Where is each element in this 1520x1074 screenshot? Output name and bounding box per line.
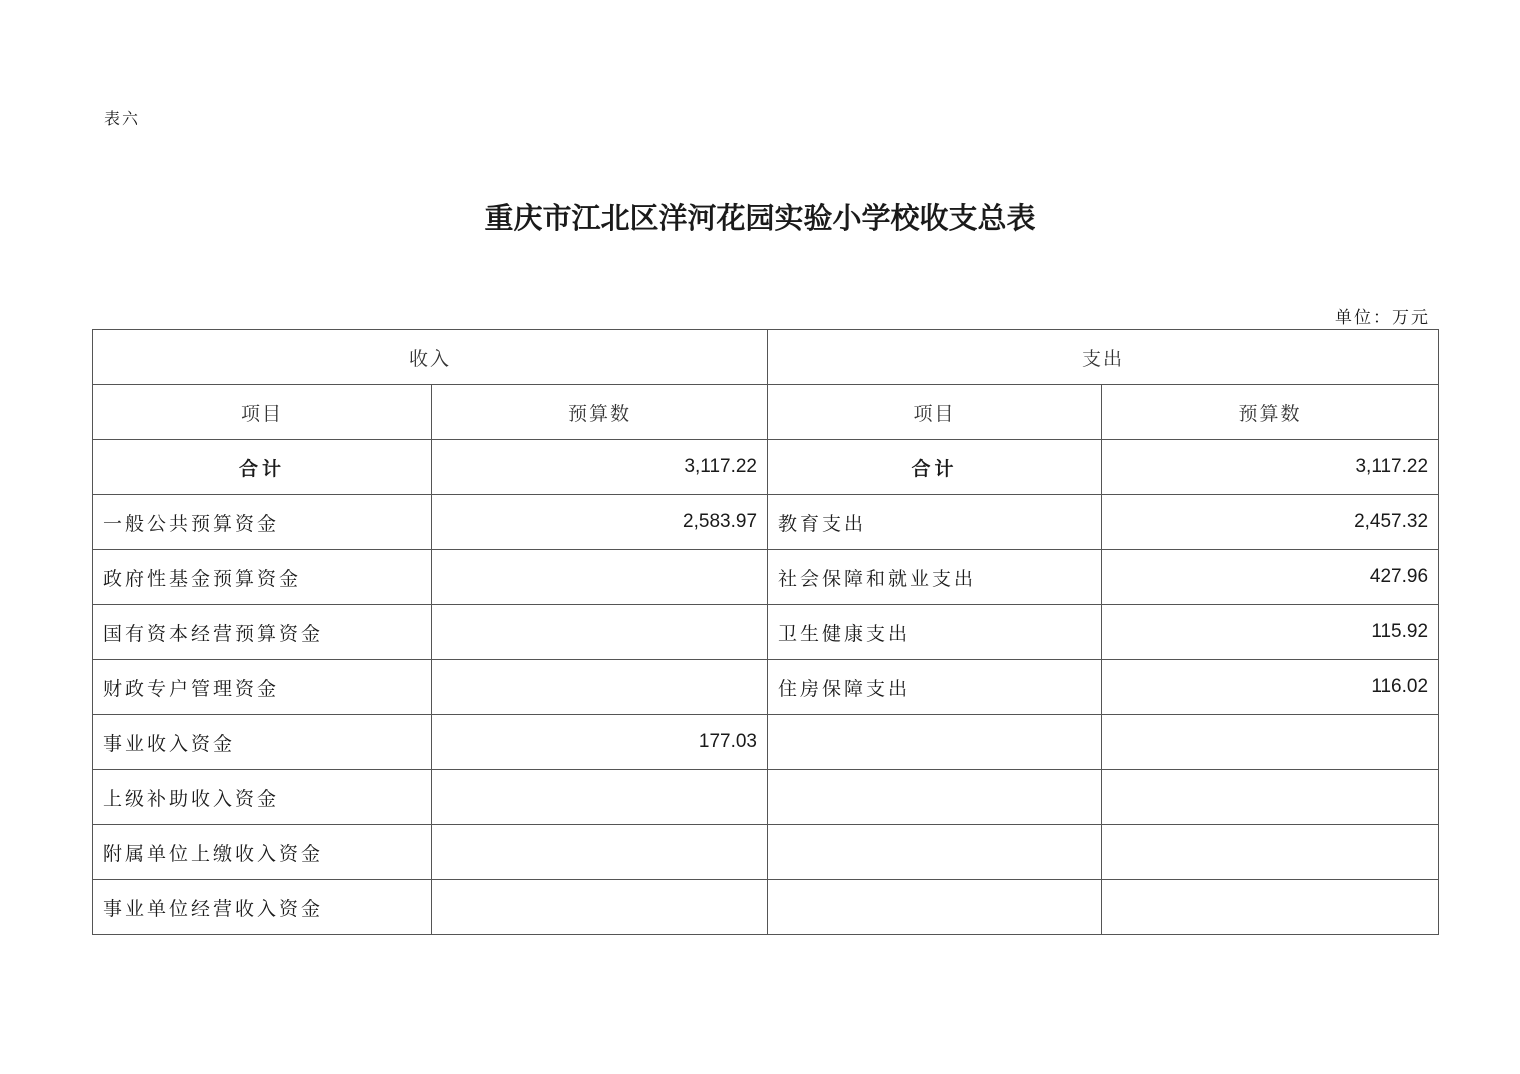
table-row bbox=[93, 550, 1439, 605]
expense-value: 2,457.32 bbox=[1102, 495, 1439, 550]
income-value bbox=[432, 550, 768, 605]
table-row bbox=[93, 825, 1439, 880]
expense-item: 住房保障支出 bbox=[768, 660, 1102, 715]
table-row bbox=[93, 605, 1439, 660]
income-item: 事业单位经营收入资金 bbox=[93, 880, 432, 935]
page-title: 重庆市江北区洋河花园实验小学校收支总表 bbox=[484, 201, 1036, 235]
expense-item-header: 项目 bbox=[768, 385, 1102, 440]
table-row bbox=[93, 770, 1439, 825]
income-item: 财政专户管理资金 bbox=[93, 660, 432, 715]
income-item: 政府性基金预算资金 bbox=[93, 550, 432, 605]
income-item: 事业收入资金 bbox=[93, 715, 432, 770]
income-item: 一般公共预算资金 bbox=[93, 495, 432, 550]
income-item-header: 项目 bbox=[93, 385, 432, 440]
expense-item bbox=[768, 715, 1102, 770]
income-total-value: 3,117.22 bbox=[432, 440, 768, 495]
expense-value: 427.96 bbox=[1102, 550, 1439, 605]
expense-item: 教育支出 bbox=[768, 495, 1102, 550]
expense-value bbox=[1102, 880, 1439, 935]
table-row bbox=[93, 495, 1439, 550]
income-total-label: 合计 bbox=[93, 440, 432, 495]
income-budget-header: 预算数 bbox=[432, 385, 768, 440]
expense-item bbox=[768, 770, 1102, 825]
budget-table bbox=[92, 329, 1439, 935]
income-value bbox=[432, 880, 768, 935]
table-row bbox=[93, 660, 1439, 715]
income-value bbox=[432, 825, 768, 880]
section-header-row bbox=[93, 330, 1439, 385]
expense-value: 115.92 bbox=[1102, 605, 1439, 660]
income-item: 国有资本经营预算资金 bbox=[93, 605, 432, 660]
income-value bbox=[432, 660, 768, 715]
unit-label: 单位：万元 bbox=[1335, 308, 1430, 328]
income-value: 2,583.97 bbox=[432, 495, 768, 550]
total-row bbox=[93, 440, 1439, 495]
expense-item: 社会保障和就业支出 bbox=[768, 550, 1102, 605]
expense-total-value: 3,117.22 bbox=[1102, 440, 1439, 495]
table-row bbox=[93, 715, 1439, 770]
expense-value: 116.02 bbox=[1102, 660, 1439, 715]
table-row bbox=[93, 880, 1439, 935]
expense-item bbox=[768, 825, 1102, 880]
income-header: 收入 bbox=[93, 330, 768, 385]
expense-total-label: 合计 bbox=[768, 440, 1102, 495]
table-number: 表六 bbox=[104, 109, 141, 128]
expense-value bbox=[1102, 770, 1439, 825]
expense-budget-header: 预算数 bbox=[1102, 385, 1439, 440]
expense-value bbox=[1102, 825, 1439, 880]
expense-header: 支出 bbox=[768, 330, 1439, 385]
income-item: 附属单位上缴收入资金 bbox=[93, 825, 432, 880]
expense-value bbox=[1102, 715, 1439, 770]
income-item: 上级补助收入资金 bbox=[93, 770, 432, 825]
expense-item bbox=[768, 880, 1102, 935]
income-value bbox=[432, 770, 768, 825]
column-header-row bbox=[93, 385, 1439, 440]
income-value: 177.03 bbox=[432, 715, 768, 770]
expense-item: 卫生健康支出 bbox=[768, 605, 1102, 660]
income-value bbox=[432, 605, 768, 660]
